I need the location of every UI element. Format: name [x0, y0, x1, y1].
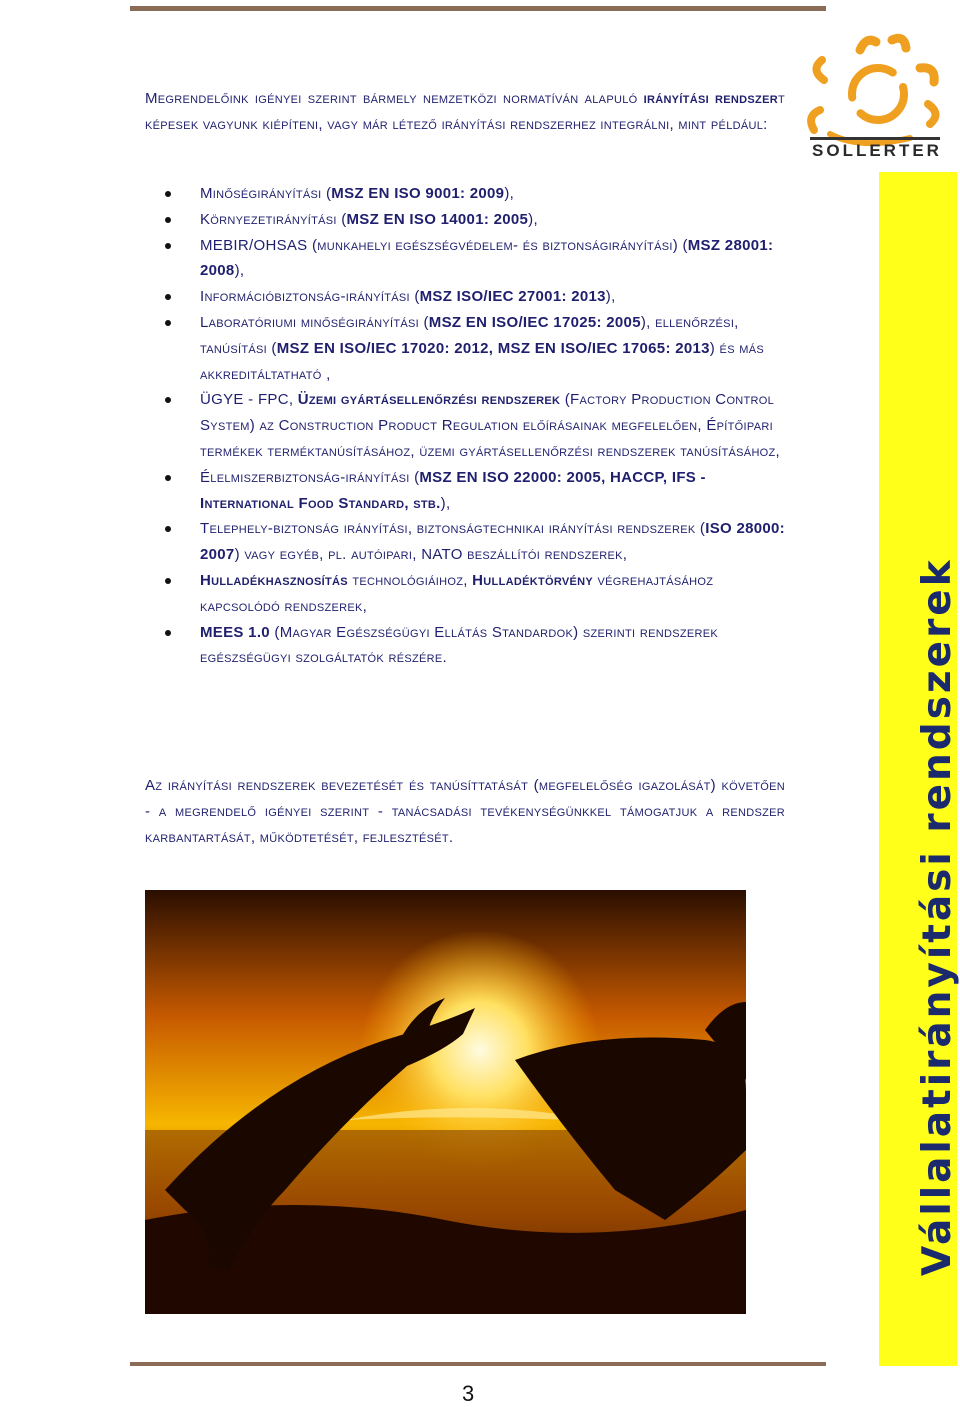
dolphins-sunset-photo — [145, 890, 746, 1314]
page-number: 3 — [462, 1381, 475, 1406]
logo-wordmark: SOLLERTER — [812, 141, 942, 160]
list-item: MEBIR/OHSAS (munkahelyi egészségvédelem- és biztonságirányítási) (MSZ 28001: 2008), — [165, 233, 785, 285]
list-item: Élelmiszerbiztonság-irányítási (MSZ EN ISO 22000: 2005, HACCP, IFS - International Food Standard, stb.), — [165, 465, 785, 517]
list-item: Laboratóriumi minőségirányítási (MSZ EN ISO/IEC 17025: 2005), ellenőrzési, tanúsítási (MSZ EN ISO/IEC 17020: 2012, MSZ EN ISO/IEC 17065: 2013) és más akkreditáltatható , — [165, 310, 785, 387]
sidebar-title: Vállalatirányítási rendszerek — [915, 557, 960, 1276]
intro-keyword: irányítási rendszer — [643, 90, 778, 107]
standards-list — [165, 181, 785, 671]
list-item: Környezetirányítási (MSZ EN ISO 14001: 2005), — [165, 207, 785, 233]
top-rule — [130, 6, 826, 11]
list-item: Információbiztonság-irányítási (MSZ ISO/IEC 27001: 2013), — [165, 284, 785, 310]
bottom-rule — [130, 1362, 826, 1366]
list-item: MEES 1.0 (Magyar Egészségügyi Ellátás Standardok) szerinti rendszerek egészségügyi szolgáltatók részére. — [165, 620, 785, 672]
list-item: Minőségirányítási (MSZ EN ISO 9001: 2009), — [165, 181, 785, 207]
intro-paragraph — [145, 86, 785, 138]
list-item: Telephely-biztonság irányítási, biztonságtechnikai irányítási rendszerek (ISO 28000: 2007) vagy egyéb, pl. autóipari, NATO beszállítói rendszerek, — [165, 516, 785, 568]
intro-text-2: t képesek vagyunk kiépíteni, vagy már létező irányítási rendszerhez integrálni, mint például: — [145, 90, 785, 133]
intro-text-1: Megrendelőink igényei szerint bármely nemzetközi normatíván alapuló — [145, 90, 644, 107]
list-item: ÜGYE - FPC, Üzemi gyártásellenőrzési rendszerek (Factory Production Control System) az Construction Product Regulation előírásainak megfelelően, Építőipari termékek terméktanúsításához, üzemi gyártásellenőrzési rendszerek tanúsításához, — [165, 387, 785, 464]
closing-paragraph: Az irányítási rendszerek bevezetését és tanúsíttatását (megfelelőség igazolását) követően - a megrendelő igényei szerint - tanácsadási tevékenységünkkel támogatjuk a rendszer karbantartását, működtetését, fejlesztését. — [145, 777, 785, 846]
list-item: Hulladékhasznosítás technológiáihoz, Hulladéktörvény végrehajtásához kapcsolódó rendszerek, — [165, 568, 785, 620]
